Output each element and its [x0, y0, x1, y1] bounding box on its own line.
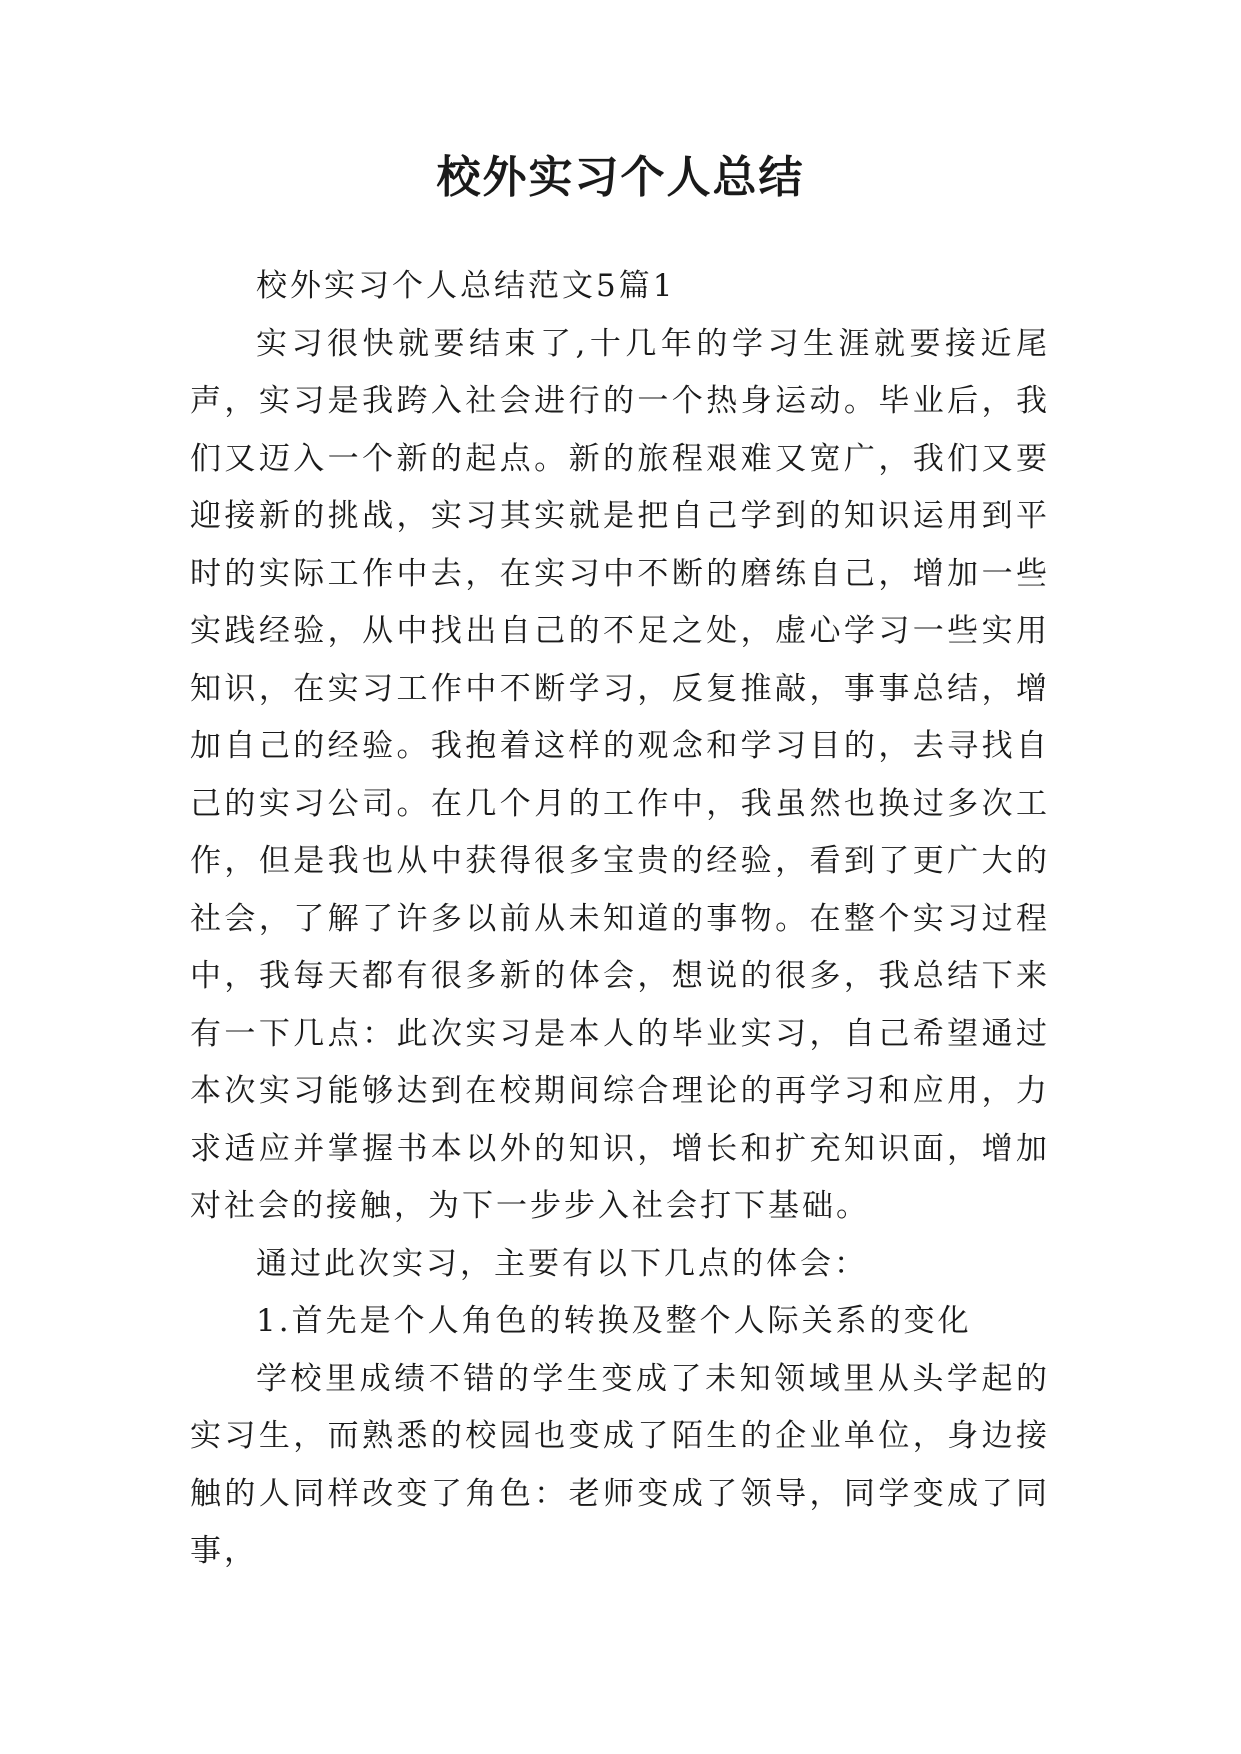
- paragraph-point-1-body: 学校里成绩不错的学生变成了未知领域里从头学起的实习生，而熟悉的校园也变成了陌生的企业单位，身边接触的人同样改变了角色：老师变成了领导，同学变成了同事，: [190, 1360, 1050, 1569]
- paragraph-intro: 实习很快就要结束了,十几年的学习生涯就要接近尾声，实习是我跨入社会进行的一个热身运动。毕业后，我们又迈入一个新的起点。新的旅程艰难又宽广，我们又要迎接新的挑战，实习其实就是把自己学到的知识运用到平时的实际工作中去，在实习中不断的磨练自己，增加一些实践经验，从中找出自己的不足之处，虚心学习一些实用知识，在实习工作中不断学习，反复推敲，事事总结，增加自己的经验。我抱着这样的观念和学习目的，去寻找自己的实习公司。在几个月的工作中，我虽然也换过多次工作，但是我也从中获得很多宝贵的经验，看到了更广大的社会，了解了许多以前从未知道的事物。在整个实习过程中，我每天都有很多新的体会，想说的很多，我总结下来有一下几点：此次实习是本人的毕业实习，自己希望通过本次实习能够达到在校期间综合理论的再学习和应用，力求适应并掌握书本以外的知识，增长和扩充知识面，增加对社会的接触，为下一步步入社会打下基础。: [190, 325, 1050, 1224]
- paragraph-point-1-heading: 1.首先是个人角色的转换及整个人际关系的变化: [256, 1303, 972, 1339]
- document-body: [190, 258, 1050, 1581]
- document-title: 校外实习个人总结: [436, 152, 805, 203]
- paragraph-experience-lead: 通过此次实习，主要有以下几点的体会：: [256, 1245, 868, 1282]
- paragraph-subtitle: 校外实习个人总结范文5篇1: [256, 268, 676, 304]
